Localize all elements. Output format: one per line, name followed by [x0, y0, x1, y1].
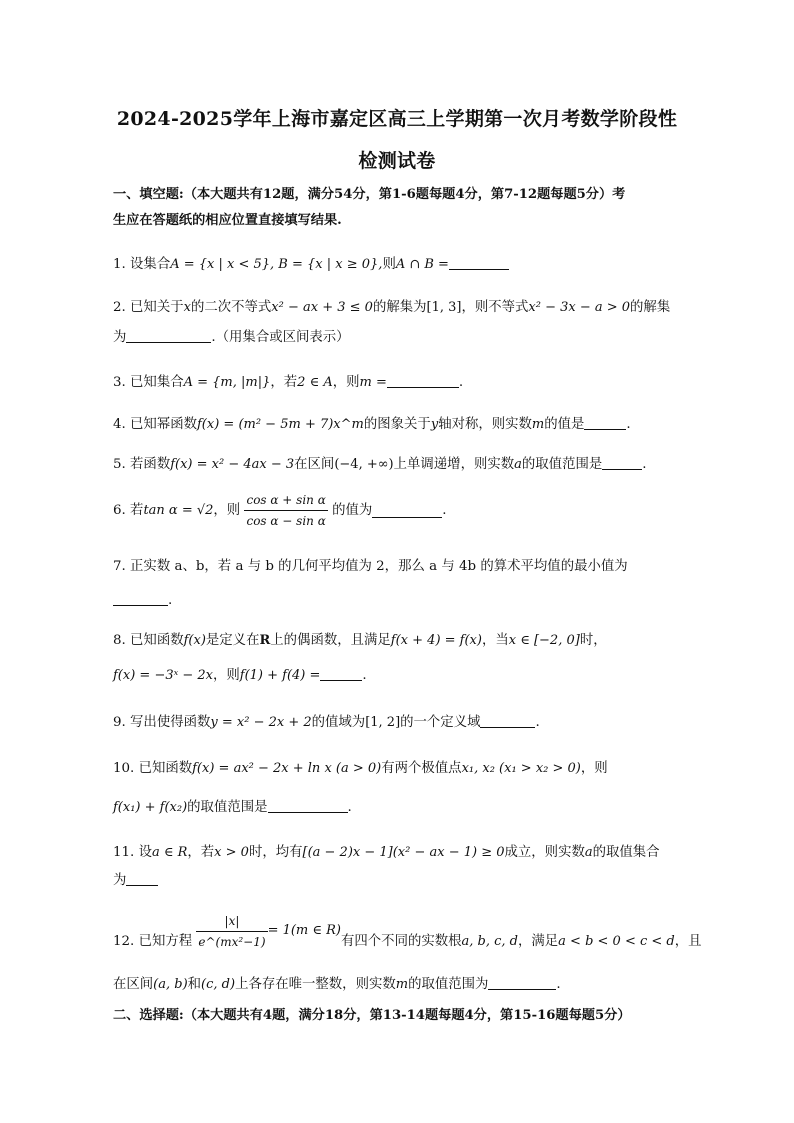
q11-number: 11. — [113, 845, 135, 860]
q2-inequality-1: x² − ax + 3 ≤ 0 — [271, 300, 373, 315]
q10-text-c: ，则 — [580, 761, 608, 776]
q3-text-b: ，若 — [270, 375, 298, 390]
q6-fraction-denominator: cos α − sin α — [246, 514, 326, 528]
q12-interval-1: (a, b) — [153, 977, 188, 992]
q8-domain: x ∈ [−2, 0] — [508, 633, 580, 648]
q8-text-f: ，则 — [212, 668, 240, 683]
question-10-line2 — [113, 797, 687, 819]
q8-text-g: . — [362, 668, 367, 683]
q9-number: 9. — [113, 715, 126, 730]
question-3 — [113, 372, 687, 394]
q1-number: 1. — [113, 257, 126, 272]
q12-order: a < b < 0 < c < d — [558, 934, 675, 949]
q8-ask: f(1) + f(4) = — [239, 668, 321, 683]
q8-text-d: ，当 — [481, 633, 509, 648]
q11-answer-blank[interactable] — [126, 871, 158, 886]
q7-text-line1: 正实数 a、b，若 a 与 b 的几何平均值为 2，那么 a 与 4b 的算术平均值的最小值为 — [130, 559, 628, 574]
q9-range: [1, 2] — [365, 715, 401, 730]
question-9 — [113, 712, 687, 734]
q9-text-d: . — [535, 715, 540, 730]
q12-text-e: . — [556, 977, 561, 992]
q6-text-a: 若 — [130, 502, 144, 518]
q12-text-d: ，且 — [674, 934, 702, 949]
q10-number: 10. — [113, 761, 135, 776]
q11-condition-x: x > 0 — [214, 845, 249, 860]
q6-fraction — [244, 490, 327, 531]
q9-answer-blank[interactable] — [480, 713, 535, 728]
q1-text-b: 则 — [382, 257, 396, 272]
question-12-line2 — [113, 974, 687, 996]
q8-periodic-eq: f(x + 4) = f(x) — [390, 633, 482, 648]
q4-answer-blank[interactable] — [584, 415, 626, 430]
exam-title-line2: 检测试卷 — [358, 150, 436, 172]
q8-piece-function: f(x) = −3ˣ − 2x — [113, 668, 213, 683]
q5-text-b: 在区间 — [294, 457, 335, 472]
question-7-line2 — [113, 590, 687, 612]
q2-answer-blank[interactable] — [126, 328, 211, 343]
q5-interval: (−4, +∞) — [334, 457, 394, 472]
q12-answer-blank[interactable] — [488, 975, 556, 990]
q10-extreme-points: x₁, x₂ (x₁ > x₂ > 0) — [461, 761, 581, 776]
q7-text-line2: . — [168, 593, 173, 608]
q3-set-A: A = {m, |m|} — [183, 375, 271, 390]
q5-text-c: 上单调递增，则实数 — [393, 457, 515, 472]
q6-text-c: 的值为 — [332, 502, 373, 518]
q3-condition: 2 ∈ A — [297, 375, 333, 390]
q5-function: f(x) = x² − 4ax − 3 — [170, 457, 295, 472]
q1-math-sets: A = {x | x < 5}, B = {x | x ≥ 0}, — [170, 257, 383, 272]
q1-answer-blank[interactable] — [449, 255, 509, 270]
q3-text-c: ，则 — [332, 375, 360, 390]
q2-text-b: 的二次不等式 — [190, 300, 272, 315]
q3-ask: m = — [359, 375, 387, 390]
section2-heading — [113, 1003, 685, 1029]
q12-text-line2b: 和 — [187, 977, 202, 992]
q4-var-m: m — [531, 417, 545, 432]
question-2-line2 — [113, 327, 687, 349]
q11-var-a: a — [584, 845, 593, 860]
q3-text-a: 已知集合 — [130, 375, 184, 390]
q10-answer-blank[interactable] — [268, 798, 348, 813]
q12-text-c: ，满足 — [518, 934, 559, 949]
question-11 — [113, 842, 687, 864]
q6-number: 6. — [113, 502, 126, 518]
q4-text-c: 轴对称，则实数 — [438, 417, 532, 432]
q12-fraction-denominator: e^(mx²−1) — [198, 934, 266, 949]
q12-text-line2a: 在区间 — [113, 977, 154, 992]
section1-line1: 一、填空题:（本大题共有12题，满分54分，第1-6题每题4分，第7-12题每题5分）考 — [113, 187, 626, 202]
question-4 — [113, 414, 687, 436]
q12-equation-rhs: = 1(m ∈ R) — [267, 923, 342, 938]
q11-text-c: 时，均有 — [248, 845, 303, 860]
q9-function: y = x² − 2x + 2 — [210, 715, 312, 730]
q3-answer-blank[interactable] — [387, 373, 459, 388]
q12-fraction — [196, 911, 267, 952]
q10-text-b: 有两个极值点 — [381, 761, 462, 776]
q4-text-a: 已知幂函数 — [130, 417, 197, 432]
q2-text-g: .（用集合或区间表示） — [211, 330, 350, 345]
q8-text-c: 上的偶函数，且满足 — [270, 633, 391, 648]
q4-function: f(x) = (m² − 5m + 7)x^m — [197, 417, 364, 432]
q1-math-intersection: A ∩ B = — [395, 257, 449, 272]
q12-var-m: m — [395, 977, 409, 992]
question-6 — [113, 490, 687, 531]
q12-text-a: 已知方程 — [138, 934, 193, 949]
q5-number: 5. — [113, 457, 126, 472]
q11-text-e: 的取值集合 — [592, 845, 660, 860]
q5-text-a: 若函数 — [130, 457, 171, 472]
q12-text-line2d: 的取值范围为 — [408, 977, 489, 992]
q12-interval-2: (c, d) — [201, 977, 236, 992]
question-10 — [113, 758, 687, 780]
q5-var-a: a — [514, 457, 522, 472]
q5-text-e: . — [642, 457, 647, 472]
q10-function: f(x) = ax² − 2x + ln x (a > 0) — [192, 761, 382, 776]
q6-text-b: ，则 — [213, 502, 241, 518]
q2-text-c: 的解集为 — [372, 300, 427, 315]
q4-number: 4. — [113, 417, 126, 432]
question-11-line2 — [113, 870, 687, 892]
q2-var-x: x — [183, 300, 191, 315]
q4-text-b: 的图象关于 — [363, 417, 431, 432]
q8-fx: f(x) — [183, 633, 206, 648]
q2-text-a: 已知关于 — [130, 300, 184, 315]
q7-answer-blank[interactable] — [113, 591, 168, 606]
q11-text-a: 设 — [138, 845, 152, 860]
q10-text-e: . — [347, 800, 352, 815]
q11-text-b: ，若 — [187, 845, 215, 860]
section2-line1: 二、选择题:（本大题共有4题，满分18分，第13-14题每题4分，第15-16题每题5分） — [113, 1008, 631, 1023]
section1-heading — [113, 182, 685, 234]
q12-text-line2c: 上各存在唯一整数，则实数 — [235, 977, 396, 992]
q7-number: 7. — [113, 559, 126, 574]
q11-condition-a: a ∈ R — [151, 845, 188, 860]
question-8 — [113, 630, 687, 652]
q2-solution-set: [1, 3] — [426, 300, 462, 315]
q9-text-a: 写出使得函数 — [130, 715, 211, 730]
q2-text-f: 为 — [113, 330, 127, 345]
question-2 — [113, 297, 687, 319]
q12-fraction-numerator: |x| — [196, 911, 267, 932]
q12-number: 12. — [113, 934, 135, 949]
q8-text-b: 是定义在 — [205, 633, 260, 648]
q10-sum-expr: f(x₁) + f(x₂) — [113, 800, 188, 815]
q8-text-e: 时， — [579, 633, 607, 648]
q2-text-d: ，则不等式 — [461, 300, 529, 315]
q5-text-d: 的取值范围是 — [521, 457, 603, 472]
q2-number: 2. — [113, 300, 126, 315]
q9-text-b: 的值域为 — [311, 715, 366, 730]
q11-text-line2: 为 — [113, 873, 127, 888]
q1-text-a: 设集合 — [130, 257, 171, 272]
q10-text-d: 的取值范围是 — [187, 800, 268, 815]
q9-text-c: 的一个定义域 — [400, 715, 481, 730]
question-7 — [113, 556, 687, 578]
q8-answer-blank[interactable] — [320, 666, 362, 681]
q6-text-d: . — [442, 502, 447, 518]
q6-fraction-numerator: cos α + sin α — [244, 490, 327, 511]
question-1 — [113, 254, 687, 276]
question-5 — [113, 454, 687, 476]
q3-number: 3. — [113, 375, 126, 390]
section1-line2: 生应在答题纸的相应位置直接填写结果. — [113, 213, 342, 228]
q8-real-set: R — [259, 633, 271, 648]
q11-text-d: 成立，则实数 — [504, 845, 585, 860]
q4-text-e: . — [626, 417, 631, 432]
q2-inequality-2: x² − 3x − a > 0 — [528, 300, 631, 315]
q2-text-e: 的解集 — [630, 300, 671, 315]
question-8-line2 — [113, 665, 687, 687]
q4-text-d: 的值是 — [544, 417, 585, 432]
q8-text-a: 已知函数 — [130, 633, 184, 648]
q5-answer-blank[interactable] — [602, 455, 642, 470]
q8-number: 8. — [113, 633, 126, 648]
q6-condition: tan α = √2 — [143, 502, 214, 518]
q3-text-d: . — [458, 375, 464, 390]
exam-title-line1: 2024-2025学年上海市嘉定区高三上学期第一次月考数学阶段性 — [116, 108, 678, 130]
q12-roots: a, b, c, d — [461, 934, 518, 949]
q12-text-b: 有四个不同的实数根 — [341, 934, 462, 949]
question-12 — [113, 910, 702, 952]
q10-text-a: 已知函数 — [138, 761, 193, 776]
q4-var-y: y — [430, 417, 439, 432]
q11-inequality: [(a − 2)x − 1](x² − ax − 1) ≥ 0 — [302, 845, 505, 860]
q6-answer-blank[interactable] — [372, 503, 442, 518]
